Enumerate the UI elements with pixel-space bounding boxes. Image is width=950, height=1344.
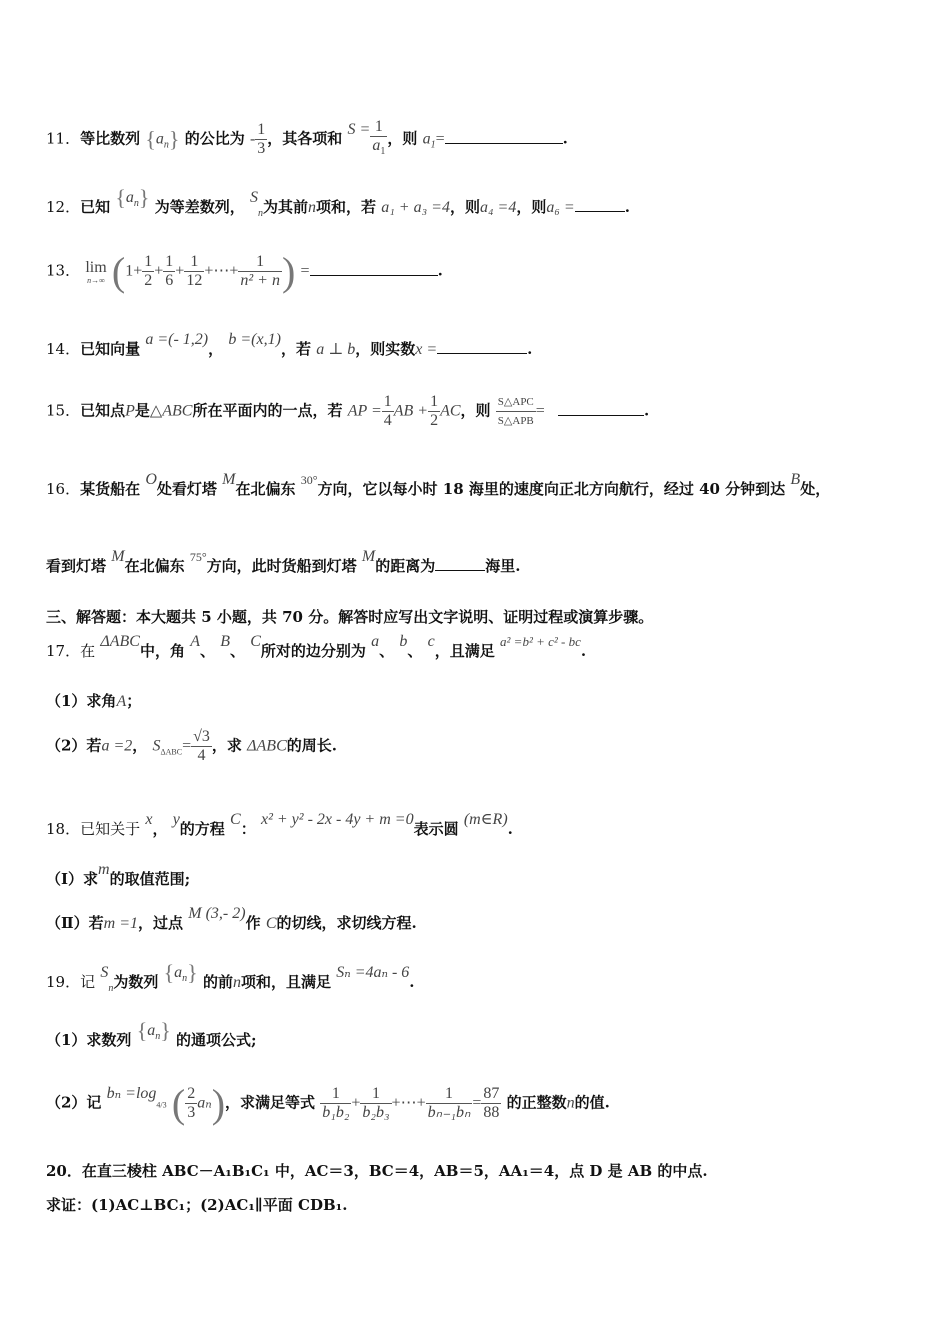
- right-brace-icon: }: [168, 126, 180, 152]
- answer-blank[interactable]: [310, 263, 438, 276]
- right-paren-icon: ): [281, 249, 296, 294]
- question-number: 11．: [46, 129, 81, 148]
- question-12: 12．已知 $\{a_n\}$ 为等差数列， $S_n$为其前n项和，若 a₁ + a₃ =4，则a₄ =4，则a₆ = .: [46, 185, 630, 219]
- question-18-part-2: （Ⅱ）若m =1，过点 M (3,- 2)作 C的切线，求切线方程.: [46, 905, 417, 932]
- left-brace-icon: {: [136, 1018, 148, 1043]
- right-brace-icon: }: [138, 185, 150, 210]
- question-18-part-1: （Ⅰ）求m的取值范围;: [46, 861, 191, 888]
- left-brace-icon: {: [115, 185, 126, 210]
- question-17: 17．在 ΔABC中，角 A、 B、 C所对的边分别为 a、 b、 c，且满足 a² =b² + c² - bc.: [46, 633, 587, 660]
- question-17-part-2: （2）若a =2， $S_{\Delta ABC}=$ $\frac{√3}{4}$ ，求 ΔABC的周长.: [46, 728, 337, 764]
- question-11: 11．等比数列 $\{a_n\}$ 的公比为 - $\frac{1}{3}$ ，其各项和 S = $\frac{1}{a_1}$ ，则 $a_1=$ .: [46, 118, 568, 161]
- answer-blank[interactable]: [575, 199, 625, 212]
- question-18: 18．已知关于 x， y的方程 C： x² + y² - 2x - 4y + m =0表示圆 (m∈R).: [46, 811, 513, 838]
- question-15: 15．已知点P是△ABC所在平面内的一点，若 AP = $\frac{1}{4}$ AB + $\frac{1}{2}$ AC，则 $\frac{\text{S△APC}}{\text{S△APB}}$ = .: [46, 393, 650, 429]
- left-paren-icon: (: [171, 1081, 186, 1126]
- answer-blank[interactable]: [437, 341, 527, 354]
- question-13: 13． lim n→∞ (1+ $\frac{1}{2}$ + $\frac{1}{6}$ + $\frac{1}{12}$ +⋯+ $\frac{1}{\text{n² + n}}$ ) = .: [46, 249, 443, 294]
- question-20: 20．在直三棱柱 ABC－A₁B₁C₁ 中，AC＝3，BC＝4，AB＝5，AA₁＝4，点 D 是 AB 的中点.: [46, 1162, 708, 1180]
- question-20-proof: 求证：(1)AC⊥BC₁；(2)AC₁∥平面 CDB₁.: [46, 1196, 348, 1214]
- answer-blank[interactable]: [445, 131, 563, 144]
- answer-blank[interactable]: [558, 403, 644, 416]
- answer-blank[interactable]: [435, 558, 485, 571]
- right-brace-icon: }: [187, 960, 198, 985]
- question-17-part-1: （1）求角A；: [46, 692, 142, 710]
- question-16: 16．某货船在 O处看灯塔 M在北偏东 $^{30^\circ}$方向，它以每小时 18 海里的速度向正北方向航行，经过 40 分钟到达 B处，: [46, 471, 831, 498]
- area-ratio: $\frac{\text{S△APC}}{\text{S△APB}}$: [496, 393, 536, 430]
- question-19-part-1: （1）求数列 $\{a_n\}$ 的通项公式;: [46, 1018, 257, 1049]
- left-paren-icon: (: [111, 249, 126, 294]
- section-heading: 三、解答题：本大题共 5 小题，共 70 分。解答时应写出文字说明、证明过程或演算步骤。: [46, 608, 654, 626]
- right-paren-icon: ): [211, 1081, 226, 1126]
- question-16-cont: 看到灯塔 M在北偏东 $^{75^\circ}$方向，此时货船到灯塔 M的距离为 海里.: [46, 548, 521, 575]
- left-brace-icon: {: [145, 126, 156, 152]
- question-14: 14．已知向量 a =(- 1,2)， b =(x,1)，若 a ⊥ b，则实数x = .: [46, 331, 533, 358]
- question-19-part-2: （2）记 bₙ =log4/3 ( $\frac{2}{3}$ aₙ)，求满足等式 $\frac{1}{\text{b₁b₂}}$ + $\frac{1}{\text{b₂b₃}}$ +⋯+ $\frac{1}{\text{bₙ₋₁bₙ}}$ = $\frac{87}{88}$ 的正整数n的值.: [46, 1081, 610, 1126]
- ratio-fraction: $\frac{1}{3}$: [257, 121, 266, 157]
- left-brace-icon: {: [163, 960, 175, 985]
- right-brace-icon: }: [160, 1018, 171, 1043]
- question-19: 19．记 $S_n$为数列 $\{a_n\}$ 的前n项和，且满足 Sₙ =4aₙ - 6.: [46, 960, 415, 994]
- sum-fraction: $\frac{1}{a_1}$: [372, 118, 386, 157]
- limit-operator: lim n→∞: [85, 258, 107, 285]
